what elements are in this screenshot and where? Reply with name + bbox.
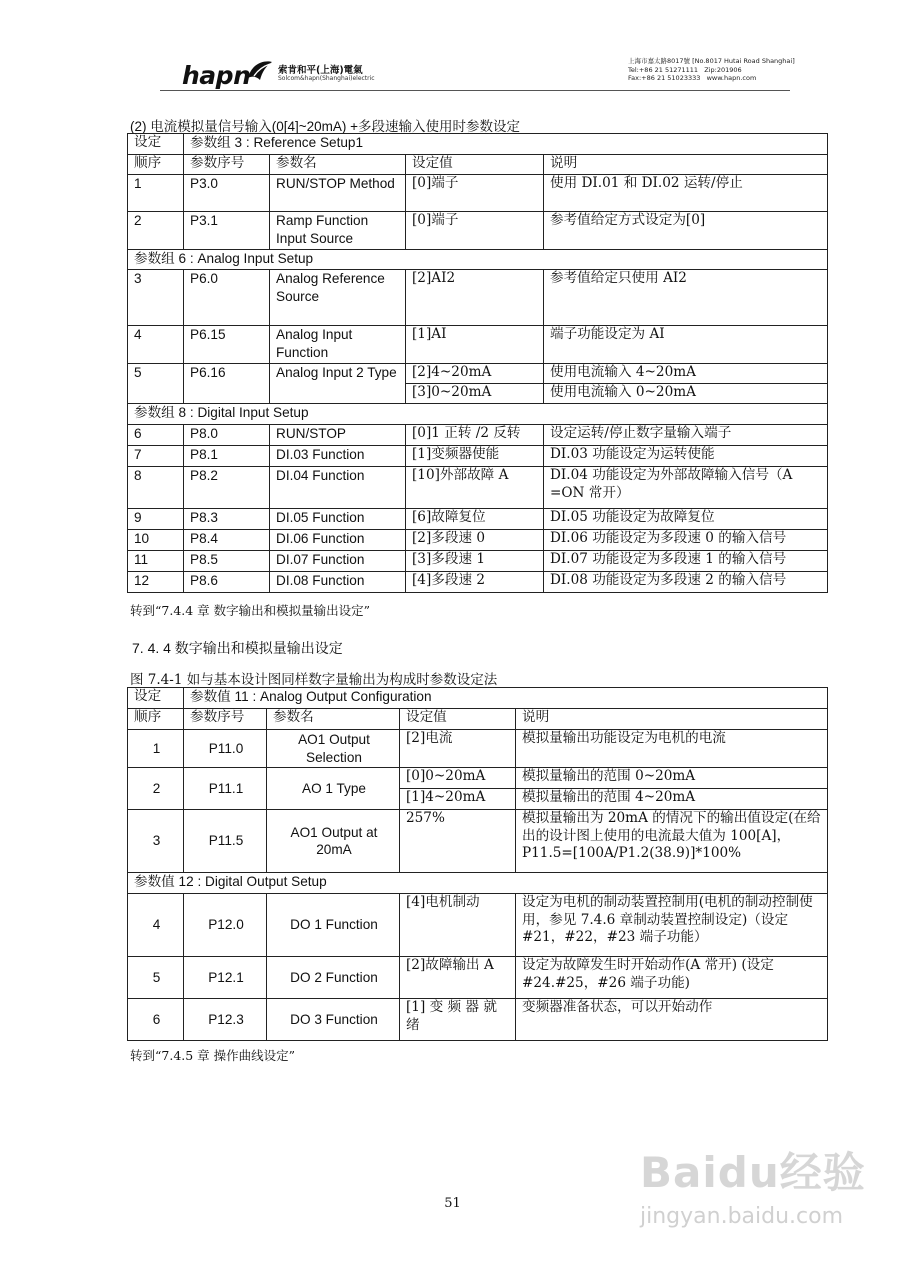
- table-row: [128, 730, 828, 768]
- col-header-seq-2: 顺序: [128, 709, 184, 730]
- cell-param: P8.4: [184, 530, 270, 551]
- cell-value: [1]4~20mA: [400, 789, 516, 810]
- cell-value: [1] 变 频 器 就 绪: [400, 999, 516, 1041]
- col-header-desc: 说明: [516, 709, 828, 730]
- table-row: [128, 894, 828, 957]
- cell-seq: 4: [128, 894, 184, 957]
- cell-desc: DI.08 功能设定为多段速 2 的输入信号: [544, 572, 828, 593]
- cell-name: Analog Reference Source: [270, 270, 406, 326]
- watermark: [640, 1140, 875, 1265]
- cell-name: RUN/STOP Method: [270, 175, 406, 212]
- col-header-value: 设定值: [406, 155, 544, 175]
- table-row: [128, 212, 828, 250]
- cell-seq: 11: [128, 551, 184, 572]
- cell-value: [4]电机制动: [400, 894, 516, 957]
- cell-name: AO1 Output at 20mA: [267, 810, 400, 873]
- cell-seq: 2: [128, 212, 184, 250]
- cell-desc: DI.04 功能设定为外部故障输入信号（A =ON 常开）: [544, 467, 828, 509]
- group-row: [128, 404, 828, 425]
- cell-value: [0]端子: [406, 175, 544, 212]
- cell-param: P11.1: [184, 768, 267, 810]
- cell-value: [0]0~20mA: [400, 768, 516, 789]
- group-title: 参数值 11 : Analog Output Configuration: [184, 688, 828, 709]
- cell-param: P3.1: [184, 212, 270, 250]
- group-title: 参数组 6 : Analog Input Setup: [128, 250, 828, 270]
- cell-name: DI.07 Function: [270, 551, 406, 572]
- col-header-seq: 设定: [128, 688, 184, 709]
- cell-seq: 5: [128, 957, 184, 999]
- table-header-row: [128, 688, 828, 709]
- cell-param: P8.3: [184, 509, 270, 530]
- cell-value: [10]外部故障 A: [406, 467, 544, 509]
- cell-value: [1]AI: [406, 326, 544, 364]
- cell-param: P3.0: [184, 175, 270, 212]
- table-row: [128, 425, 828, 446]
- cell-name: DI.04 Function: [270, 467, 406, 509]
- parameter-table-2: [127, 687, 828, 1041]
- cell-param: P8.0: [184, 425, 270, 446]
- cell-param: P8.1: [184, 446, 270, 467]
- cell-seq: 5: [128, 364, 184, 404]
- page-header: [160, 48, 795, 91]
- cell-value: [2]多段速 0: [406, 530, 544, 551]
- col-header-param-name: 参数名: [267, 709, 400, 730]
- table-header-row: [128, 709, 828, 730]
- page-number: 51: [444, 1196, 461, 1211]
- group-row: [128, 873, 828, 894]
- cell-value: [2]AI2: [406, 270, 544, 326]
- company-name-en: Solcom&hapn(Shanghai)electric: [278, 75, 375, 82]
- table-row: [128, 270, 828, 326]
- cell-name: Ramp Function Input Source: [270, 212, 406, 250]
- cell-desc: 参考值给定只使用 AI2: [544, 270, 828, 326]
- cell-value: [2]4~20mA: [406, 364, 544, 384]
- cell-param: P12.0: [184, 894, 267, 957]
- cell-desc: 参考值给定方式设定为[0]: [544, 212, 828, 250]
- cell-seq: 2: [128, 768, 184, 810]
- leaf-logo-icon: [246, 58, 274, 84]
- section-heading-7-4-4: 7. 4. 4 数字输出和模拟量输出设定: [132, 640, 343, 656]
- cell-seq: 6: [128, 999, 184, 1041]
- cell-name: DO 3 Function: [267, 999, 400, 1041]
- cell-seq: 8: [128, 467, 184, 509]
- cell-name: Analog Input Function: [270, 326, 406, 364]
- cell-param: P6.15: [184, 326, 270, 364]
- cell-param: P11.5: [184, 810, 267, 873]
- cell-seq: 7: [128, 446, 184, 467]
- cell-value: [3]多段速 1: [406, 551, 544, 572]
- table-row: [128, 999, 828, 1041]
- cell-desc: 模拟量输出的范围 4~20mA: [516, 789, 828, 810]
- col-header-param-no: 参数序号: [184, 155, 270, 175]
- cell-seq: 10: [128, 530, 184, 551]
- cell-desc: 使用电流输入 4~20mA: [544, 364, 828, 384]
- cell-desc: 设定运转/停止数字量输入端子: [544, 425, 828, 446]
- table-row: [128, 467, 828, 509]
- cell-name: DI.06 Function: [270, 530, 406, 551]
- group-title: 参数组 8 : Digital Input Setup: [128, 404, 828, 425]
- cell-desc: 设定为电机的制动装置控制用(电机的制动控制使用，参见 7.4.6 章制动装置控制设定)（设定#21，#22，#23 端子功能）: [516, 894, 828, 957]
- table-row: [128, 530, 828, 551]
- cell-name: AO 1 Type: [267, 768, 400, 810]
- cell-name: DI.05 Function: [270, 509, 406, 530]
- cell-desc: 模拟量输出的范围 0~20mA: [516, 768, 828, 789]
- cell-param: P12.1: [184, 957, 267, 999]
- parameter-table-1: [127, 133, 828, 593]
- cell-value: [0]1 正转 /2 反转: [406, 425, 544, 446]
- group-title: 参数值 12 : Digital Output Setup: [128, 873, 828, 894]
- cell-desc: 设定为故障发生时开始动作(A 常开) (设定#24.#25，#26 端子功能): [516, 957, 828, 999]
- cell-seq: 12: [128, 572, 184, 593]
- table-row: [128, 175, 828, 212]
- company-address: 上海市嘉太路8017號 [No.8017 Hutai Road Shanghai] Tel:+86 21 51271111 Zip:201906 Fax:+86 21 51023333 www.hapn.com: [628, 57, 795, 83]
- cell-value: [2]电流: [400, 730, 516, 768]
- cell-param: P6.0: [184, 270, 270, 326]
- table-row: [128, 572, 828, 593]
- cell-desc: 端子功能设定为 AI: [544, 326, 828, 364]
- table-row: [128, 364, 828, 384]
- table-row: [128, 768, 828, 789]
- cell-param: P12.3: [184, 999, 267, 1041]
- table-row: [128, 446, 828, 467]
- cell-name: DO 1 Function: [267, 894, 400, 957]
- cell-desc: 模拟量输出功能设定为电机的电流: [516, 730, 828, 768]
- cell-seq: 6: [128, 425, 184, 446]
- cell-param: P8.2: [184, 467, 270, 509]
- cell-param: P8.5: [184, 551, 270, 572]
- table-row: [128, 810, 828, 873]
- table-row: [128, 509, 828, 530]
- cell-param: P8.6: [184, 572, 270, 593]
- cell-param: P6.16: [184, 364, 270, 404]
- cell-name: AO1 Output Selection: [267, 730, 400, 768]
- table-row: [128, 957, 828, 999]
- cell-name: DI.03 Function: [270, 446, 406, 467]
- cell-value: 257%: [400, 810, 516, 873]
- cell-desc: DI.07 功能设定为多段速 1 的输入信号: [544, 551, 828, 572]
- col-header-param-name: 参数名: [270, 155, 406, 175]
- group-row: [128, 250, 828, 270]
- col-header-desc: 说明: [544, 155, 828, 175]
- col-header-seq-2: 顺序: [128, 155, 184, 175]
- cell-desc: 变频器准备状态，可以开始动作: [516, 999, 828, 1041]
- table-row: [128, 326, 828, 364]
- cell-name: DO 2 Function: [267, 957, 400, 999]
- cell-value: [6]故障复位: [406, 509, 544, 530]
- cell-desc: DI.03 功能设定为运转使能: [544, 446, 828, 467]
- cell-seq: 4: [128, 326, 184, 364]
- col-header-param-no: 参数序号: [184, 709, 267, 730]
- section1-caption: (2) 电流模拟量信号输入(0[4]~20mA) +多段速输入使用时参数设定: [130, 119, 521, 134]
- watermark-url: jingyan.baidu.com: [640, 1204, 844, 1229]
- group-title: 参数组 3 : Reference Setup1: [184, 134, 828, 155]
- cell-name: DI.08 Function: [270, 572, 406, 593]
- table-header-row: [128, 155, 828, 175]
- cell-seq: 3: [128, 810, 184, 873]
- cell-value: [2]故障输出 A: [400, 957, 516, 999]
- cell-name: Analog Input 2 Type: [270, 364, 406, 404]
- table-row: [128, 551, 828, 572]
- company-name-cn: 索肯和平(上海)電氣: [278, 65, 363, 76]
- cell-desc: 使用 DI.01 和 DI.02 运转/停止: [544, 175, 828, 212]
- cell-value: [3]0~20mA: [406, 384, 544, 404]
- figure-caption: 图 7.4-1 如与基本设计图同样数字量输出为构成时参数设定法: [130, 672, 498, 688]
- table-header-row: [128, 134, 828, 155]
- cell-seq: 1: [128, 730, 184, 768]
- cell-value: [0]端子: [406, 212, 544, 250]
- cell-desc: 使用电流输入 0~20mA: [544, 384, 828, 404]
- cell-seq: 3: [128, 270, 184, 326]
- cell-value: [1]变频器使能: [406, 446, 544, 467]
- watermark-brand: Baidu经验: [640, 1148, 866, 1197]
- company-logo-text: hapn: [182, 61, 251, 90]
- goto-note-2: 转到“7.4.5 章 操作曲线设定”: [130, 1048, 296, 1063]
- cell-name: RUN/STOP: [270, 425, 406, 446]
- cell-param: P11.0: [184, 730, 267, 768]
- cell-seq: 1: [128, 175, 184, 212]
- cell-desc: 模拟量输出为 20mA 的情况下的输出值设定(在给出的设计图上使用的电流最大值为 100[A]，P11.5=[100A/P1.2(38.9)]*100%: [516, 810, 828, 873]
- cell-desc: DI.05 功能设定为故障复位: [544, 509, 828, 530]
- col-header-value: 设定值: [400, 709, 516, 730]
- col-header-seq: 设定: [128, 134, 184, 155]
- cell-seq: 9: [128, 509, 184, 530]
- cell-value: [4]多段速 2: [406, 572, 544, 593]
- goto-note-1: 转到“7.4.4 章 数字输出和模拟量输出设定”: [130, 603, 371, 618]
- cell-desc: DI.06 功能设定为多段速 0 的输入信号: [544, 530, 828, 551]
